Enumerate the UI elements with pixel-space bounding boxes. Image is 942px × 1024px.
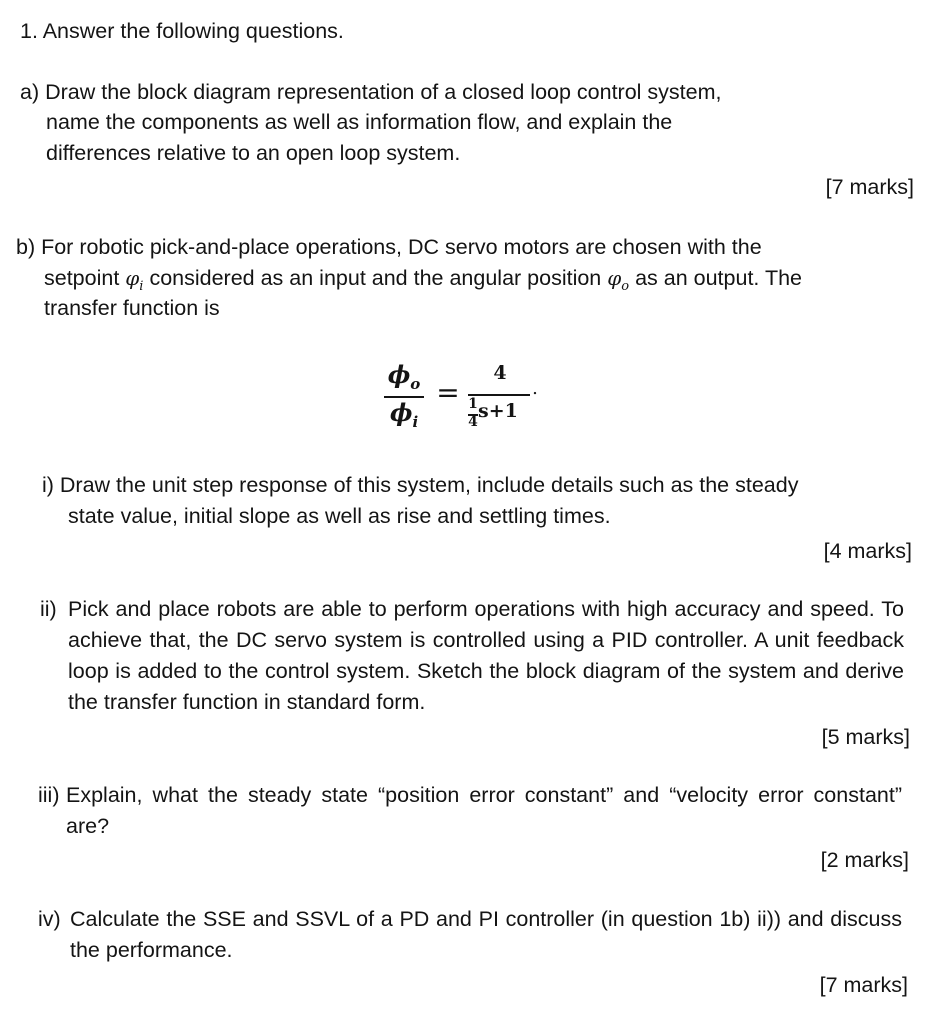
sub-i-marks: [4 marks] <box>823 539 912 563</box>
question-heading: 1. Answer the following questions. <box>20 19 344 43</box>
rhs-denominator-rest: s+1 <box>478 400 518 422</box>
part-a-line-1: a) Draw the block diagram representation of a closed loop control system, <box>20 80 722 104</box>
formula-period: . <box>532 378 538 399</box>
part-b-line-2-pre: setpoint <box>44 266 126 290</box>
sub-ii-text: Pick and place robots are able to perform operations with high accuracy and speed. To achieve that, the DC servo system is controlled using a PID controller. A unit feedback loop is added to the control system. Sketch the block diagram of the system and derive the transfer function in standard form. <box>68 597 904 714</box>
sub-iv-label: iv) <box>38 907 61 931</box>
sub-ii-label: ii) <box>40 597 57 621</box>
part-a-line-3: differences relative to an open loop system. <box>46 141 461 165</box>
sub-iv-text: Calculate the SSE and SSVL of a PD and PI controller (in question 1b) ii)) and discuss the performance. <box>70 907 902 962</box>
part-b-line-2-mid: considered as an input and the angular position <box>143 266 608 290</box>
lhs-denominator: $\phi_i$ <box>389 398 419 431</box>
part-a-line-2: name the components as well as information flow, and explain the <box>46 110 673 134</box>
sub-iii-label: iii) <box>38 783 60 807</box>
sub-i-line-1: i) Draw the unit step response of this system, include details such as the steady <box>42 473 799 497</box>
sub-iii-text: Explain, what the steady state “position error constant” and “velocity error constant” are? <box>66 783 902 838</box>
sub-ii-marks: [5 marks] <box>821 725 910 749</box>
phi-i-symbol: $\varphi_i$ <box>125 266 144 294</box>
part-a-marks: [7 marks] <box>825 175 914 199</box>
rhs-denominator-small-numerator: 1 <box>468 396 478 412</box>
sub-iii-marks: [2 marks] <box>820 848 909 872</box>
part-b-line-3: transfer function is <box>44 296 220 320</box>
sub-i-line-2: state value, initial slope as well as rise and settling times. <box>68 504 611 528</box>
rhs-denominator-small-denominator: 4 <box>468 414 478 430</box>
equals-sign: = <box>436 376 460 409</box>
rhs-numerator: 4 <box>493 362 507 384</box>
sub-iv-marks: [7 marks] <box>819 973 908 997</box>
phi-o-symbol: $\varphi_o$ <box>607 266 630 294</box>
part-b-line-2-post: as an output. The <box>629 266 803 290</box>
part-b-line-1: b) For robotic pick-and-place operations, DC servo motors are chosen with the <box>16 235 762 259</box>
lhs-numerator: $\phi_o$ <box>387 360 421 393</box>
transfer-function-formula <box>378 358 558 438</box>
